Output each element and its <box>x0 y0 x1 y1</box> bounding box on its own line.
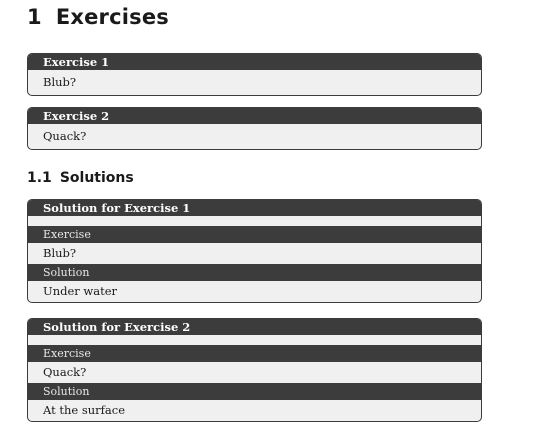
exercise-label: Exercise <box>28 226 481 243</box>
solution-label: Solution <box>28 264 481 281</box>
exercise-title: Exercise 2 <box>28 108 481 124</box>
exercise-body: Blub? <box>43 75 77 89</box>
subsection-title: Solutions <box>59 170 134 186</box>
section-heading <box>27 5 169 29</box>
exercise-title: Exercise 1 <box>28 54 481 70</box>
solution-label: Solution <box>28 383 481 400</box>
exercise-label: Exercise <box>28 345 481 362</box>
subsection-number: 1.1 <box>27 170 52 186</box>
solution-title: Solution for Exercise 1 <box>28 200 481 216</box>
section-number: 1 <box>27 5 42 29</box>
exercise-body: Quack? <box>43 129 87 143</box>
exercise-text: Quack? <box>43 365 87 379</box>
solution-box <box>27 199 482 303</box>
solution-title: Solution for Exercise 2 <box>28 319 481 335</box>
solution-spacer <box>28 216 481 226</box>
solution-box <box>27 318 482 422</box>
section-title: Exercises <box>55 5 169 29</box>
solution-text: At the surface <box>43 403 126 417</box>
exercise-box <box>27 53 482 96</box>
solution-text: Under water <box>43 284 118 298</box>
subsection-heading <box>27 170 134 186</box>
exercise-box <box>27 107 482 150</box>
solution-spacer <box>28 335 481 345</box>
exercise-text: Blub? <box>43 246 77 260</box>
